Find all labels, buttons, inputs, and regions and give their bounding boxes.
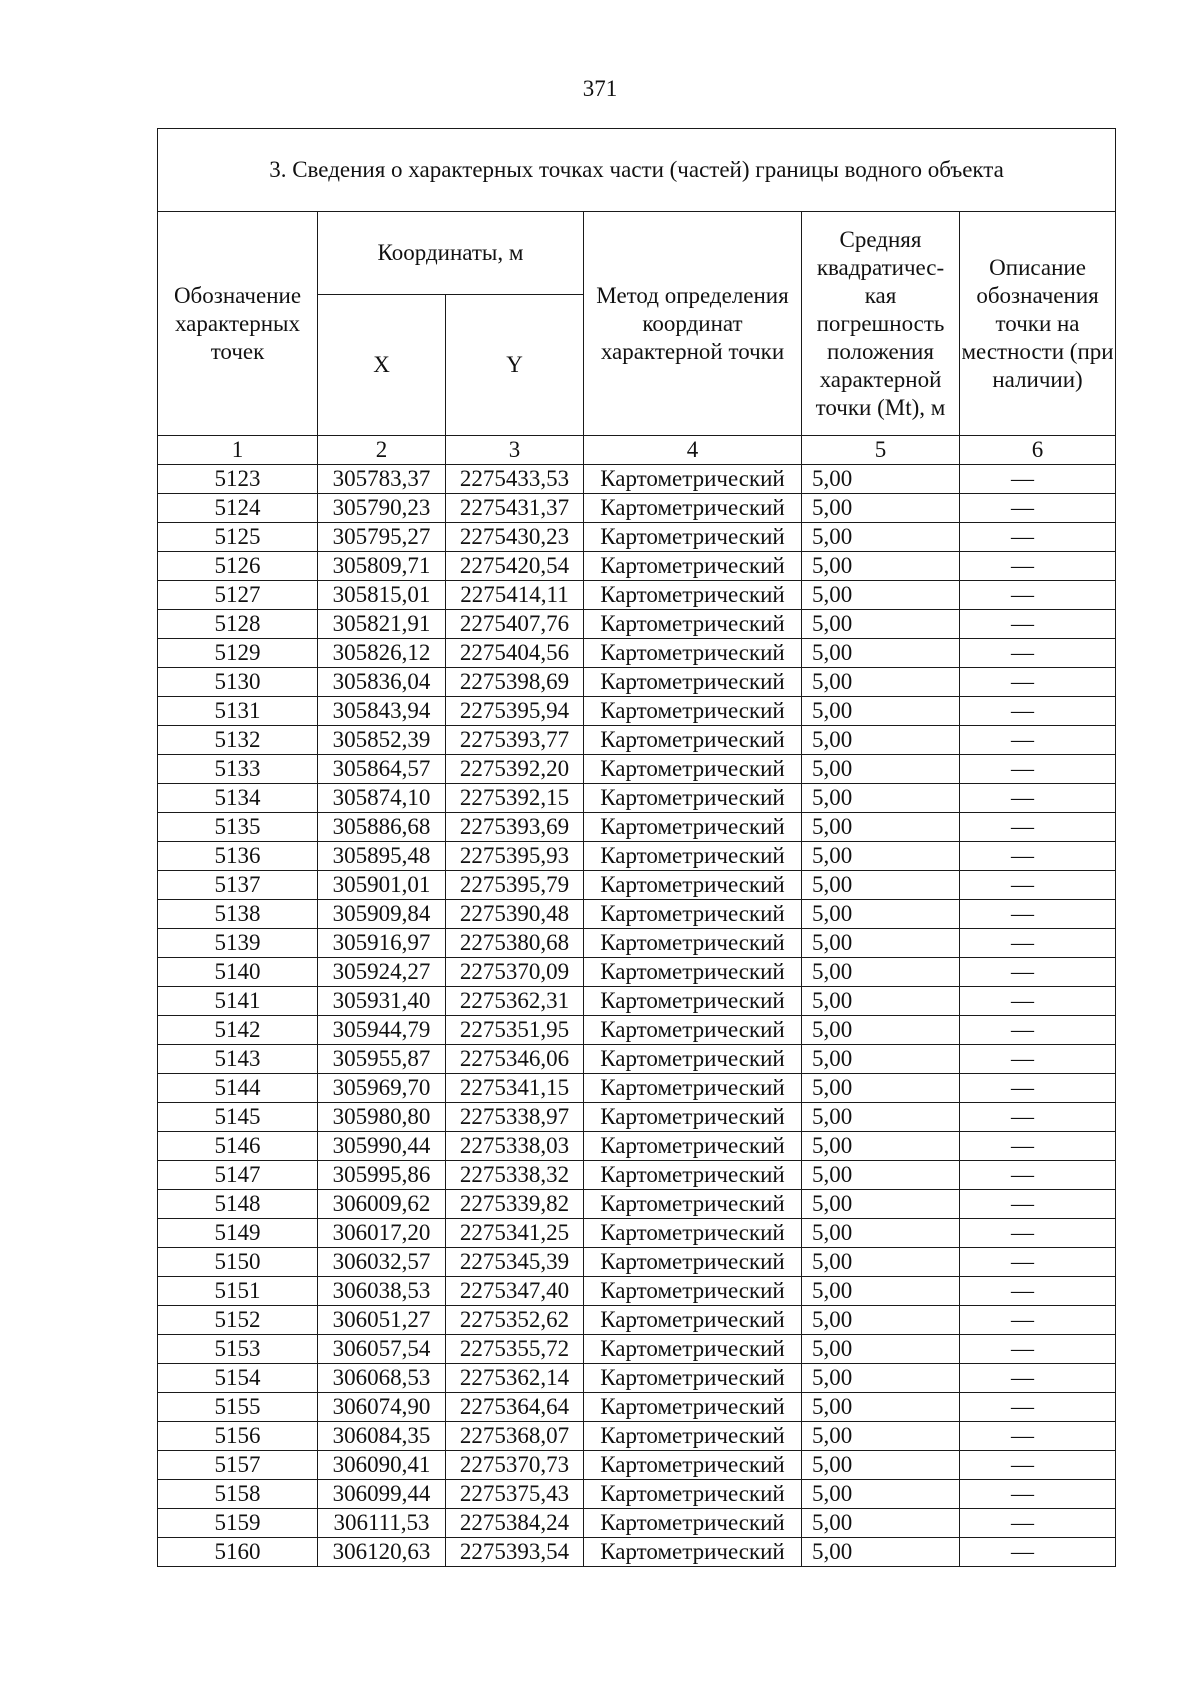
table-row [158,1219,1116,1248]
coord-x-cell: 306038,53 [318,1277,446,1306]
accuracy-cell: 5,00 [802,1364,960,1393]
accuracy-cell: 5,00 [802,1277,960,1306]
coord-y-cell: 2275362,14 [446,1364,584,1393]
description-cell: — [960,1132,1116,1161]
coord-y-cell: 2275370,09 [446,958,584,987]
table-body [158,465,1116,1567]
coord-x-cell: 305836,04 [318,668,446,697]
method-cell: Картометрический [584,871,802,900]
coord-x-cell: 305990,44 [318,1132,446,1161]
point-id-cell: 5144 [158,1074,318,1103]
point-id-cell: 5140 [158,958,318,987]
coord-x-cell: 305924,27 [318,958,446,987]
method-cell: Картометрический [584,465,802,494]
coord-y-cell: 2275355,72 [446,1335,584,1364]
description-cell: — [960,755,1116,784]
accuracy-cell: 5,00 [802,494,960,523]
method-cell: Картометрический [584,668,802,697]
accuracy-cell: 5,00 [802,668,960,697]
table-row [158,465,1116,494]
method-cell: Картометрический [584,929,802,958]
header-point-designation: Обозначение характерных точек [158,212,318,436]
coord-y-cell: 2275347,40 [446,1277,584,1306]
description-cell: — [960,1393,1116,1422]
point-id-cell: 5145 [158,1103,318,1132]
description-cell: — [960,552,1116,581]
coord-y-cell: 2275398,69 [446,668,584,697]
coord-y-cell: 2275370,73 [446,1451,584,1480]
point-id-cell: 5138 [158,900,318,929]
point-id-cell: 5123 [158,465,318,494]
table-row [158,523,1116,552]
point-id-cell: 5158 [158,1480,318,1509]
description-cell: — [960,697,1116,726]
description-cell: — [960,1451,1116,1480]
table-row [158,1306,1116,1335]
description-cell: — [960,871,1116,900]
description-cell: — [960,842,1116,871]
method-cell: Картометрический [584,1509,802,1538]
point-id-cell: 5132 [158,726,318,755]
coord-x-cell: 305980,80 [318,1103,446,1132]
method-cell: Картометрический [584,842,802,871]
method-cell: Картометрический [584,581,802,610]
description-cell: — [960,668,1116,697]
point-id-cell: 5130 [158,668,318,697]
coord-x-cell: 306099,44 [318,1480,446,1509]
description-cell: — [960,784,1116,813]
point-id-cell: 5148 [158,1190,318,1219]
accuracy-cell: 5,00 [802,581,960,610]
table-row [158,1364,1116,1393]
method-cell: Картометрический [584,1306,802,1335]
coord-y-cell: 2275395,79 [446,871,584,900]
method-cell: Картометрический [584,1074,802,1103]
description-cell: — [960,1190,1116,1219]
point-id-cell: 5153 [158,1335,318,1364]
table-row [158,871,1116,900]
accuracy-cell: 5,00 [802,610,960,639]
method-cell: Картометрический [584,1190,802,1219]
point-id-cell: 5157 [158,1451,318,1480]
table-row [158,494,1116,523]
point-id-cell: 5152 [158,1306,318,1335]
description-cell: — [960,581,1116,610]
method-cell: Картометрический [584,1132,802,1161]
column-number: 3 [446,436,584,465]
coord-x-cell: 305809,71 [318,552,446,581]
coord-x-cell: 305955,87 [318,1045,446,1074]
coord-y-cell: 2275414,11 [446,581,584,610]
coord-y-cell: 2275364,64 [446,1393,584,1422]
point-id-cell: 5160 [158,1538,318,1567]
table-row [158,842,1116,871]
method-cell: Картометрический [584,755,802,784]
accuracy-cell: 5,00 [802,1538,960,1567]
method-cell: Картометрический [584,639,802,668]
table-title: 3. Сведения о характерных точках части (частей) границы водного объекта [158,129,1116,212]
coord-y-cell: 2275407,76 [446,610,584,639]
accuracy-cell: 5,00 [802,639,960,668]
table-row [158,1074,1116,1103]
coord-x-cell: 305843,94 [318,697,446,726]
point-id-cell: 5154 [158,1364,318,1393]
description-cell: — [960,1509,1116,1538]
table-row [158,610,1116,639]
coord-y-cell: 2275393,54 [446,1538,584,1567]
method-cell: Картометрический [584,1538,802,1567]
table-row [158,1103,1116,1132]
coord-y-cell: 2275393,77 [446,726,584,755]
point-id-cell: 5151 [158,1277,318,1306]
coord-x-cell: 305815,01 [318,581,446,610]
accuracy-cell: 5,00 [802,1306,960,1335]
coord-x-cell: 305895,48 [318,842,446,871]
accuracy-cell: 5,00 [802,871,960,900]
accuracy-cell: 5,00 [802,929,960,958]
method-cell: Картометрический [584,1364,802,1393]
point-id-cell: 5156 [158,1422,318,1451]
coord-x-cell: 306032,57 [318,1248,446,1277]
point-id-cell: 5143 [158,1045,318,1074]
table-row [158,1277,1116,1306]
coord-x-cell: 305909,84 [318,900,446,929]
coord-x-cell: 305852,39 [318,726,446,755]
point-id-cell: 5155 [158,1393,318,1422]
description-cell: — [960,1480,1116,1509]
header-x: X [318,295,446,436]
method-cell: Картометрический [584,784,802,813]
point-id-cell: 5135 [158,813,318,842]
point-id-cell: 5124 [158,494,318,523]
table-row [158,1538,1116,1567]
point-id-cell: 5131 [158,697,318,726]
method-cell: Картометрический [584,1277,802,1306]
table-row [158,1422,1116,1451]
accuracy-cell: 5,00 [802,1422,960,1451]
coord-x-cell: 305886,68 [318,813,446,842]
description-cell: — [960,958,1116,987]
coord-y-cell: 2275341,25 [446,1219,584,1248]
coord-y-cell: 2275420,54 [446,552,584,581]
coord-y-cell: 2275345,39 [446,1248,584,1277]
coord-x-cell: 306090,41 [318,1451,446,1480]
accuracy-cell: 5,00 [802,784,960,813]
table-row [158,697,1116,726]
header-coordinates: Координаты, м [318,212,584,295]
coord-y-cell: 2275395,94 [446,697,584,726]
accuracy-cell: 5,00 [802,523,960,552]
table-row [158,1016,1116,1045]
accuracy-cell: 5,00 [802,1161,960,1190]
accuracy-cell: 5,00 [802,1045,960,1074]
description-cell: — [960,1306,1116,1335]
description-cell: — [960,494,1116,523]
method-cell: Картометрический [584,1451,802,1480]
coord-x-cell: 305864,57 [318,755,446,784]
point-id-cell: 5128 [158,610,318,639]
table-row [158,784,1116,813]
method-cell: Картометрический [584,958,802,987]
point-id-cell: 5146 [158,1132,318,1161]
coord-x-cell: 306111,53 [318,1509,446,1538]
accuracy-cell: 5,00 [802,1219,960,1248]
accuracy-cell: 5,00 [802,1016,960,1045]
coord-x-cell: 305874,10 [318,784,446,813]
coord-y-cell: 2275375,43 [446,1480,584,1509]
point-id-cell: 5149 [158,1219,318,1248]
coord-y-cell: 2275380,68 [446,929,584,958]
accuracy-cell: 5,00 [802,1509,960,1538]
description-cell: — [960,1161,1116,1190]
coord-y-cell: 2275351,95 [446,1016,584,1045]
accuracy-cell: 5,00 [802,1393,960,1422]
accuracy-cell: 5,00 [802,900,960,929]
coord-x-cell: 306084,35 [318,1422,446,1451]
accuracy-cell: 5,00 [802,1480,960,1509]
coord-x-cell: 305944,79 [318,1016,446,1045]
accuracy-cell: 5,00 [802,697,960,726]
accuracy-cell: 5,00 [802,552,960,581]
method-cell: Картометрический [584,1103,802,1132]
description-cell: — [960,1422,1116,1451]
point-id-cell: 5129 [158,639,318,668]
table-row [158,1190,1116,1219]
table-row [158,1335,1116,1364]
point-id-cell: 5137 [158,871,318,900]
coord-x-cell: 305901,01 [318,871,446,900]
coord-y-cell: 2275339,82 [446,1190,584,1219]
point-id-cell: 5125 [158,523,318,552]
coord-y-cell: 2275338,03 [446,1132,584,1161]
method-cell: Картометрический [584,1248,802,1277]
accuracy-cell: 5,00 [802,726,960,755]
table-row [158,1393,1116,1422]
coord-x-cell: 306068,53 [318,1364,446,1393]
coord-y-cell: 2275433,53 [446,465,584,494]
table-row [158,668,1116,697]
point-id-cell: 5139 [158,929,318,958]
accuracy-cell: 5,00 [802,1132,960,1161]
description-cell: — [960,1335,1116,1364]
table-row [158,987,1116,1016]
description-cell: — [960,639,1116,668]
accuracy-cell: 5,00 [802,465,960,494]
method-cell: Картометрический [584,1161,802,1190]
coord-x-cell: 305826,12 [318,639,446,668]
point-id-cell: 5147 [158,1161,318,1190]
method-cell: Картометрический [584,1045,802,1074]
coord-y-cell: 2275431,37 [446,494,584,523]
coord-y-cell: 2275362,31 [446,987,584,1016]
coord-x-cell: 305995,86 [318,1161,446,1190]
point-id-cell: 5141 [158,987,318,1016]
coord-x-cell: 306057,54 [318,1335,446,1364]
table-row [158,552,1116,581]
method-cell: Картометрический [584,1219,802,1248]
coord-x-cell: 305916,97 [318,929,446,958]
description-cell: — [960,1219,1116,1248]
description-cell: — [960,1045,1116,1074]
accuracy-cell: 5,00 [802,1190,960,1219]
table-row [158,929,1116,958]
method-cell: Картометрический [584,726,802,755]
description-cell: — [960,1248,1116,1277]
method-cell: Картометрический [584,610,802,639]
table-row [158,1132,1116,1161]
method-cell: Картометрический [584,1422,802,1451]
column-number: 6 [960,436,1116,465]
column-number: 5 [802,436,960,465]
coord-y-cell: 2275430,23 [446,523,584,552]
description-cell: — [960,1103,1116,1132]
method-cell: Картометрический [584,494,802,523]
table-row [158,1451,1116,1480]
accuracy-cell: 5,00 [802,842,960,871]
coord-y-cell: 2275346,06 [446,1045,584,1074]
coord-x-cell: 305969,70 [318,1074,446,1103]
page-number: 371 [582,76,618,101]
method-cell: Картометрический [584,1393,802,1422]
column-number: 2 [318,436,446,465]
point-id-cell: 5127 [158,581,318,610]
coord-x-cell: 306051,27 [318,1306,446,1335]
description-cell: — [960,726,1116,755]
coord-y-cell: 2275404,56 [446,639,584,668]
table-row [158,726,1116,755]
point-id-cell: 5159 [158,1509,318,1538]
description-cell: — [960,987,1116,1016]
table-row [158,900,1116,929]
accuracy-cell: 5,00 [802,958,960,987]
description-cell: — [960,1277,1116,1306]
coord-x-cell: 306120,63 [318,1538,446,1567]
point-id-cell: 5126 [158,552,318,581]
point-id-cell: 5150 [158,1248,318,1277]
method-cell: Картометрический [584,552,802,581]
table-row [158,639,1116,668]
column-numbers-row [158,436,1116,465]
table-row [158,958,1116,987]
coord-x-cell: 306074,90 [318,1393,446,1422]
coord-x-cell: 305821,91 [318,610,446,639]
column-number: 4 [584,436,802,465]
coord-y-cell: 2275341,15 [446,1074,584,1103]
description-cell: — [960,1538,1116,1567]
coord-y-cell: 2275393,69 [446,813,584,842]
coord-x-cell: 305795,27 [318,523,446,552]
accuracy-cell: 5,00 [802,1335,960,1364]
accuracy-cell: 5,00 [802,987,960,1016]
method-cell: Картометрический [584,1480,802,1509]
coord-y-cell: 2275338,32 [446,1161,584,1190]
method-cell: Картометрический [584,813,802,842]
table-row [158,1248,1116,1277]
method-cell: Картометрический [584,697,802,726]
coord-x-cell: 305790,23 [318,494,446,523]
accuracy-cell: 5,00 [802,813,960,842]
coord-x-cell: 306017,20 [318,1219,446,1248]
method-cell: Картометрический [584,1335,802,1364]
point-id-cell: 5134 [158,784,318,813]
table-row [158,1045,1116,1074]
table-row [158,813,1116,842]
coord-x-cell: 306009,62 [318,1190,446,1219]
table-row [158,755,1116,784]
accuracy-cell: 5,00 [802,1103,960,1132]
coord-x-cell: 305783,37 [318,465,446,494]
method-cell: Картометрический [584,1016,802,1045]
column-number: 1 [158,436,318,465]
coord-y-cell: 2275368,07 [446,1422,584,1451]
table-row [158,1480,1116,1509]
header-y: Y [446,295,584,436]
accuracy-cell: 5,00 [802,1451,960,1480]
coord-y-cell: 2275395,93 [446,842,584,871]
method-cell: Картометрический [584,523,802,552]
method-cell: Картометрический [584,987,802,1016]
coord-y-cell: 2275384,24 [446,1509,584,1538]
description-cell: — [960,1074,1116,1103]
description-cell: — [960,1364,1116,1393]
header-description: Описание обозначения точки на местности (при наличии) [960,212,1116,436]
header-accuracy: Средняя квадратичес-кая погрешность положения характерной точки (Mt), м [802,212,960,436]
coord-y-cell: 2275392,20 [446,755,584,784]
method-cell: Картометрический [584,900,802,929]
description-cell: — [960,610,1116,639]
boundary-points-table [157,128,1116,1567]
coord-y-cell: 2275338,97 [446,1103,584,1132]
description-cell: — [960,523,1116,552]
table-row [158,1509,1116,1538]
description-cell: — [960,900,1116,929]
point-id-cell: 5133 [158,755,318,784]
table-row [158,1161,1116,1190]
coord-y-cell: 2275392,15 [446,784,584,813]
coord-y-cell: 2275390,48 [446,900,584,929]
coord-x-cell: 305931,40 [318,987,446,1016]
point-id-cell: 5136 [158,842,318,871]
description-cell: — [960,465,1116,494]
description-cell: — [960,929,1116,958]
accuracy-cell: 5,00 [802,1248,960,1277]
accuracy-cell: 5,00 [802,755,960,784]
description-cell: — [960,1016,1116,1045]
point-id-cell: 5142 [158,1016,318,1045]
table-row [158,581,1116,610]
accuracy-cell: 5,00 [802,1074,960,1103]
description-cell: — [960,813,1116,842]
coord-y-cell: 2275352,62 [446,1306,584,1335]
header-method: Метод определения координат характерной точки [584,212,802,436]
